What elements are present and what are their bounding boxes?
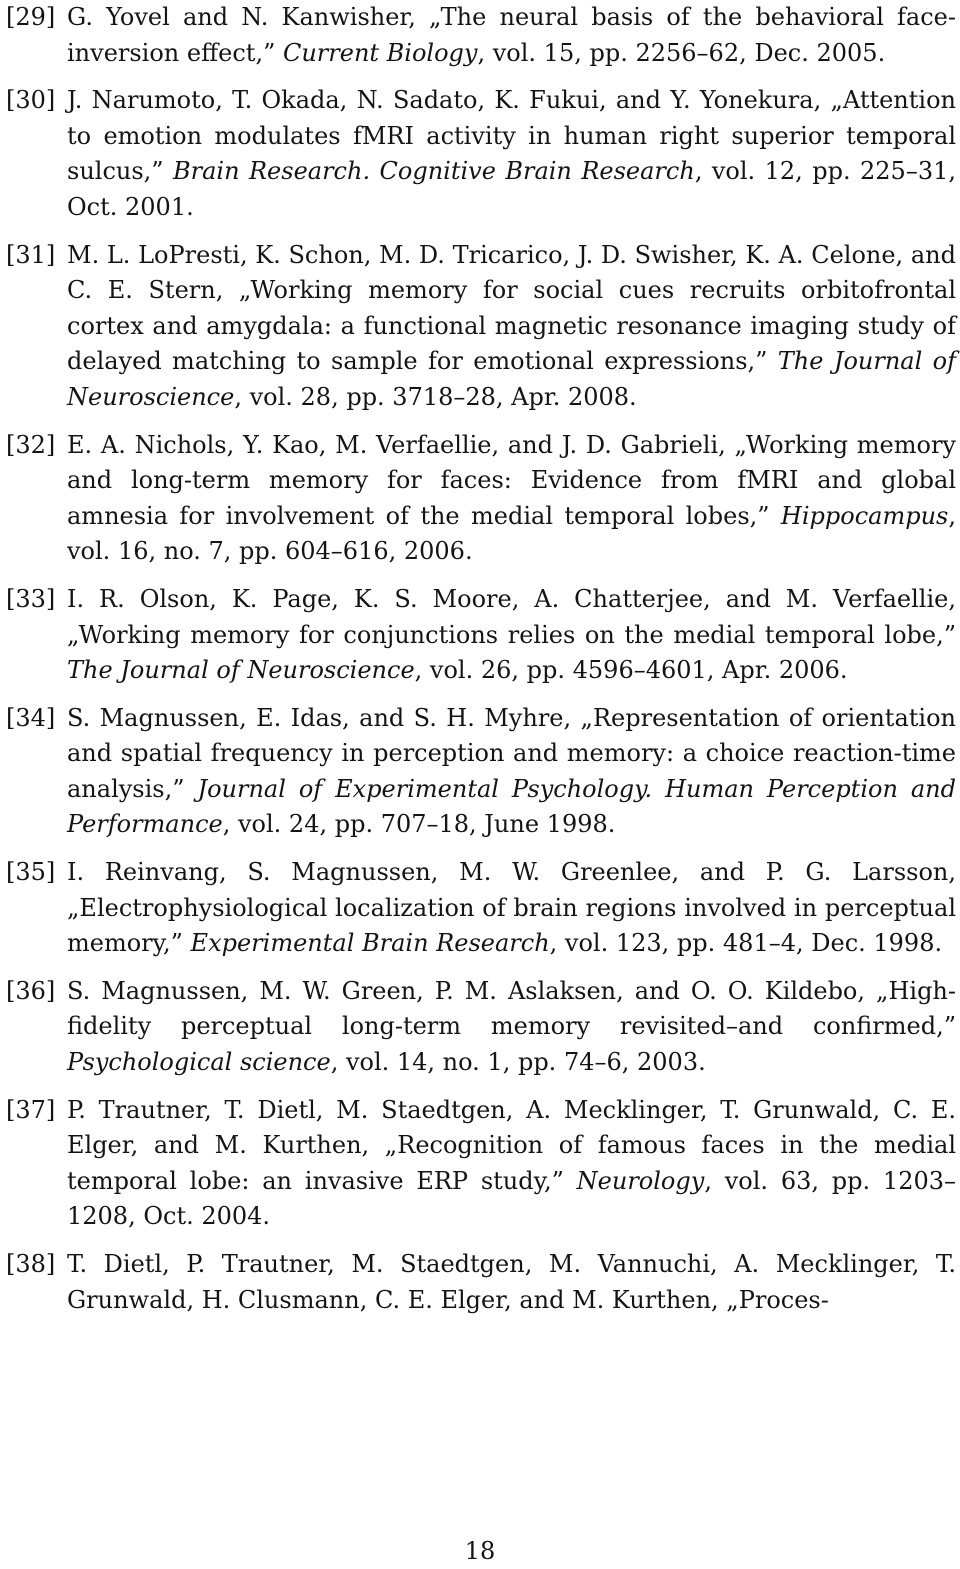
reference-text-segment: P. Trautner, T. Dietl, M. Staedtgen, A. Mecklinger, T. Grunwald, C. E. Elger, and M. Kurthen, „Recognition of famous faces in the medial temporal lobe: an invasive ERP study,” xyxy=(67,1095,956,1195)
reference-label: [37] xyxy=(6,1095,56,1124)
reference-text xyxy=(67,1250,956,1314)
reference-entry xyxy=(6,83,956,225)
reference-entry xyxy=(6,701,956,843)
reference-text xyxy=(67,3,956,67)
reference-text-segment: , vol. 15, pp. 2256–62, Dec. 2005. xyxy=(477,38,886,67)
reference-text-segment: S. Magnussen, E. Idas, and S. H. Myhre, „Representation of orientation and spatial frequency in perception and memory: a choice reaction-time analysis,” xyxy=(67,703,956,803)
reference-label: [36] xyxy=(6,976,56,1005)
reference-text xyxy=(67,1096,956,1231)
reference-text-segment: , vol. 28, pp. 3718–28, Apr. 2008. xyxy=(234,382,637,411)
reference-text xyxy=(67,431,956,566)
reference-text-segment: G. Yovel and N. Kanwisher, „The neural basis of the behavioral face-inversion effect,” xyxy=(67,3,956,67)
reference-text xyxy=(67,858,956,957)
reference-list xyxy=(6,0,956,1330)
reference-entry xyxy=(6,1247,956,1318)
reference-source-title: Journal of Experimental Psychology. Human Perception and Performance xyxy=(67,774,956,839)
reference-text xyxy=(67,86,956,221)
reference-label: [29] xyxy=(6,3,56,31)
reference-source-title: Experimental Brain Research xyxy=(190,929,550,958)
reference-text-segment: , vol. 12, pp. 225–31, Oct. 2001. xyxy=(67,157,956,221)
reference-entry xyxy=(6,855,956,962)
reference-text-segment: , vol. 24, pp. 707–18, June 1998. xyxy=(222,810,616,839)
reference-entry xyxy=(6,238,956,416)
reference-text xyxy=(67,585,956,684)
reference-text xyxy=(67,704,956,839)
reference-entry xyxy=(6,974,956,1081)
reference-text-segment: I. R. Olson, K. Page, K. S. Moore, A. Chatterjee, and M. Verfaellie, „Working memory for conjunctions relies on the medial temporal lobe,” xyxy=(67,584,956,649)
reference-label: [32] xyxy=(6,430,56,459)
reference-text-segment: M. L. LoPresti, K. Schon, M. D. Tricarico, J. D. Swisher, K. A. Celone, and C. E. Stern, „Working memory for social cues recruits orbitofrontal cortex and amygdala: a functional magnetic resonance imaging study of delayed matching to sample for emotional expressions,” xyxy=(67,240,956,376)
reference-label: [34] xyxy=(6,703,56,732)
reference-entry xyxy=(6,1093,956,1235)
reference-text-segment: I. Reinvang, S. Magnussen, M. W. Greenlee, and P. G. Larsson, „Electrophysiological localization of brain regions involved in perceptual memory,” xyxy=(67,858,956,958)
reference-entry xyxy=(6,582,956,689)
reference-label: [35] xyxy=(6,858,56,887)
reference-text xyxy=(67,241,956,411)
page-number: 18 xyxy=(464,1537,496,1565)
reference-entry xyxy=(6,428,956,570)
reference-source-title: Brain Research. Cognitive Brain Research xyxy=(173,157,695,186)
reference-label: [31] xyxy=(6,240,56,269)
reference-source-title: Hippocampus xyxy=(780,501,949,530)
reference-source-title: Neurology xyxy=(576,1166,705,1195)
reference-text-segment: , vol. 16, no. 7, pp. 604–616, 2006. xyxy=(67,501,956,566)
reference-entry xyxy=(6,0,956,71)
reference-source-title: The Journal of Neuroscience xyxy=(67,656,415,685)
reference-text-segment: , vol. 123, pp. 481–4, Dec. 1998. xyxy=(549,929,943,958)
reference-source-title: Current Biology xyxy=(282,38,478,67)
reference-text-segment: E. A. Nichols, Y. Kao, M. Verfaellie, and J. D. Gabrieli, „Working memory and long-term memory for faces: Evidence from fMRI and global amnesia for involvement of the medial temporal lobes,” xyxy=(67,430,956,530)
reference-text-segment: , vol. 26, pp. 4596–4601, Apr. 2006. xyxy=(414,656,848,685)
reference-text-segment: S. Magnussen, M. W. Green, P. M. Aslaksen, and O. O. Kildebo, „High-fidelity perceptual long-term memory revisited–and confirmed,” xyxy=(67,976,956,1041)
reference-text xyxy=(67,977,956,1076)
reference-text-segment: , vol. 14, no. 1, pp. 74–6, 2003. xyxy=(330,1048,706,1077)
reference-source-title: Psychological science xyxy=(67,1048,331,1077)
reference-text-segment: J. Narumoto, T. Okada, N. Sadato, K. Fukui, and Y. Yonekura, „Attention to emotion modulates fMRI activity in human right superior temporal sulcus,” xyxy=(67,86,956,186)
reference-text-segment: T. Dietl, P. Trautner, M. Staedtgen, M. Vannuchi, A. Mecklinger, T. Grunwald, H. Clusmann, C. E. Elger, and M. Kurthen, „Proces- xyxy=(67,1250,956,1314)
reference-source-title: The Journal of Neuroscience xyxy=(67,347,956,411)
reference-label: [30] xyxy=(6,86,56,115)
reference-label: [38] xyxy=(6,1250,56,1278)
reference-text-segment: , vol. 63, pp. 1203–1208, Oct. 2004. xyxy=(67,1166,956,1231)
reference-label: [33] xyxy=(6,584,56,613)
